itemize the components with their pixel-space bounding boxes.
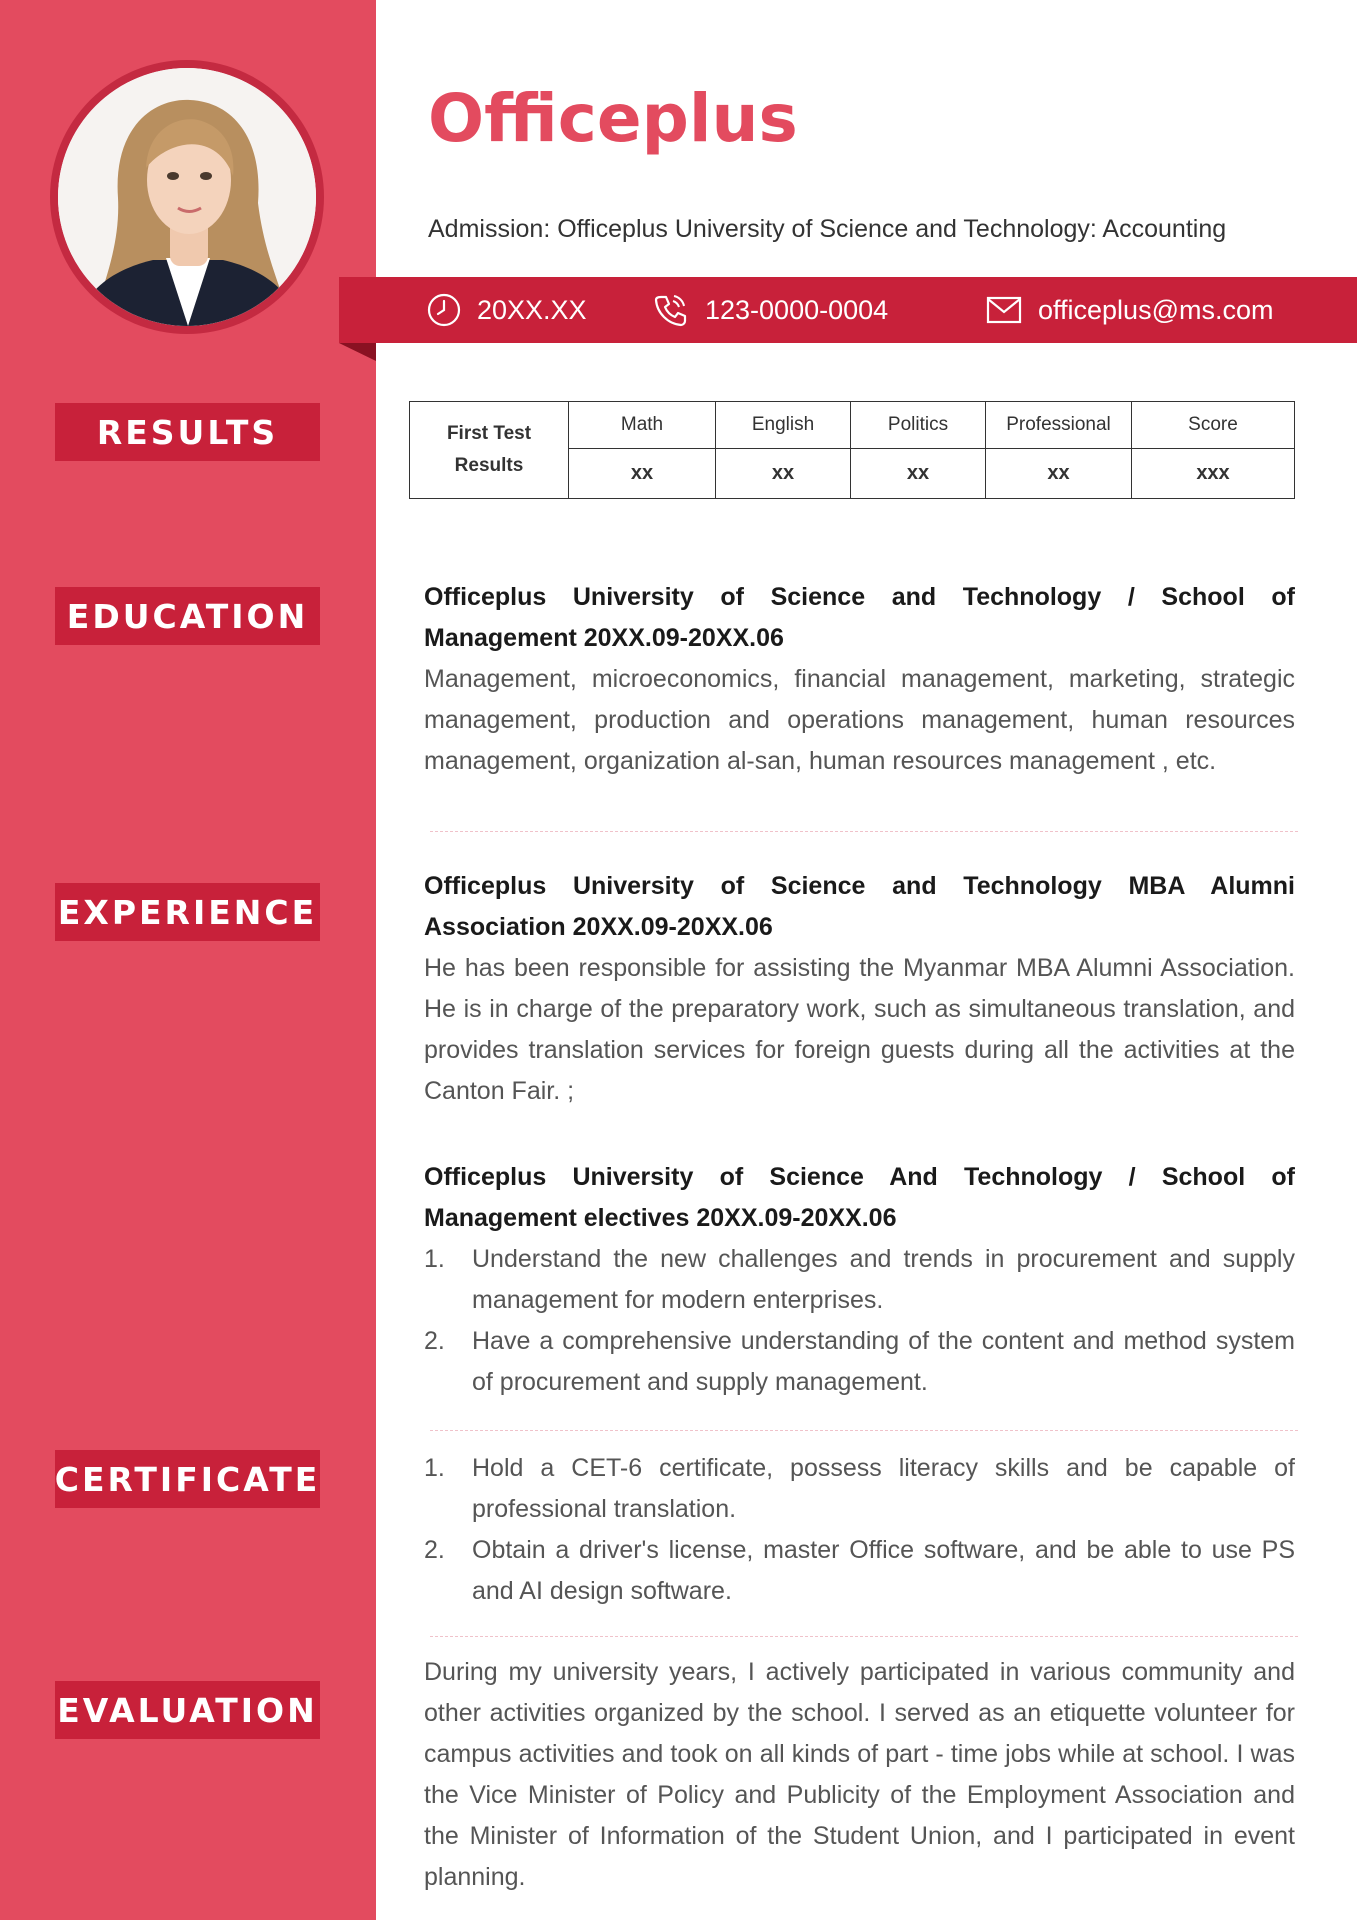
admission-line: Admission: Officeplus University of Science and Technology: Accounting: [428, 215, 1227, 243]
header-score: Score: [1132, 402, 1295, 449]
experience-block-1: [424, 866, 1295, 1112]
experience-title-1: Officeplus University of Science and Technology MBA Alumni Association 20XX.09-20XX.06: [424, 872, 1295, 941]
row-label-line2: Results: [454, 455, 524, 476]
evaluation-block: [424, 1652, 1295, 1898]
list-item: [424, 1321, 1295, 1403]
ribbon-fold: [339, 343, 376, 361]
header-math: Math: [569, 402, 716, 449]
row-label: [410, 402, 569, 499]
section-label-results: RESULTS: [55, 403, 320, 461]
contact-email: [986, 277, 1274, 343]
contact-date-text: 20XX.XX: [477, 294, 587, 325]
phone-icon: [653, 292, 689, 328]
list-item: [424, 1239, 1295, 1321]
divider: [430, 831, 1298, 832]
candidate-name: Officeplus: [428, 80, 798, 157]
list-number: 1.: [424, 1454, 445, 1482]
header-politics: Politics: [851, 402, 986, 449]
section-label-certificate: CERTIFICATE: [55, 1450, 320, 1508]
divider: [430, 1636, 1298, 1637]
certificate-list: [424, 1448, 1295, 1612]
list-number: 1.: [424, 1245, 445, 1273]
avatar: [50, 60, 324, 334]
list-item: [424, 1530, 1295, 1612]
value-english: xx: [716, 449, 851, 499]
row-label-line1: First Test: [446, 423, 532, 444]
experience-title-2: Officeplus University of Science And Technology / School of Management electives 20XX.09-20XX.06: [424, 1163, 1295, 1232]
contact-phone-text: 123-0000-0004: [705, 294, 889, 325]
contact-phone: [653, 277, 888, 343]
mail-icon: [986, 296, 1022, 324]
experience-body-1: He has been responsible for assisting the Myanmar MBA Alumni Association. He is in charge of the preparatory work, such as simultaneous translation, and provides translation services for foreign guests during all the activities at the Canton Fair. ;: [424, 954, 1295, 1105]
divider: [430, 1430, 1298, 1431]
value-politics: xx: [851, 449, 986, 499]
header-english: English: [716, 402, 851, 449]
list-text: Obtain a driver's license, master Office software, and be able to use PS and AI design software.: [472, 1536, 1295, 1605]
contact-date: [427, 277, 587, 343]
value-math: xx: [569, 449, 716, 499]
value-professional: xx: [986, 449, 1132, 499]
section-label-education: EDUCATION: [55, 587, 320, 645]
list-number: 2.: [424, 1536, 445, 1564]
list-text: Have a comprehensive understanding of the content and method system of procurement and supply management.: [472, 1327, 1295, 1396]
list-item: [424, 1448, 1295, 1530]
list-number: 2.: [424, 1327, 445, 1355]
experience-block-2: [424, 1157, 1295, 1403]
header-professional: Professional: [986, 402, 1132, 449]
list-text: Understand the new challenges and trends in procurement and supply management for modern enterprises.: [472, 1245, 1295, 1314]
experience-list: [424, 1239, 1295, 1403]
certificate-block: [424, 1448, 1295, 1612]
clock-icon: [427, 293, 461, 327]
contact-email-text[interactable]: officeplus@ms.com: [1038, 294, 1274, 325]
education-title: Officeplus University of Science and Technology / School of Management 20XX.09-20XX.06: [424, 583, 1295, 652]
evaluation-body: During my university years, I actively participated in various community and other activities organized by the school. I served as an etiquette volunteer for campus activities and took on all kinds of part - time jobs while at school. I was the Vice Minister of Policy and Publicity of the Employment Association and the Minister of Information of the Student Union, and I participated in event planning.: [424, 1658, 1295, 1891]
education-body: Management, microeconomics, financial management, marketing, strategic management, production and operations management, human resources management, organization al-san, human resources management , etc.: [424, 665, 1295, 775]
profile-photo: [58, 68, 316, 326]
education-block: [424, 577, 1295, 782]
section-label-evaluation: EVALUATION: [55, 1681, 320, 1739]
contact-bar: [339, 277, 1357, 343]
list-text: Hold a CET-6 certificate, possess literacy skills and be capable of professional translation.: [472, 1454, 1295, 1523]
section-label-experience: EXPERIENCE: [55, 883, 320, 941]
results-table: [409, 401, 1295, 499]
value-score: xxx: [1132, 449, 1295, 499]
